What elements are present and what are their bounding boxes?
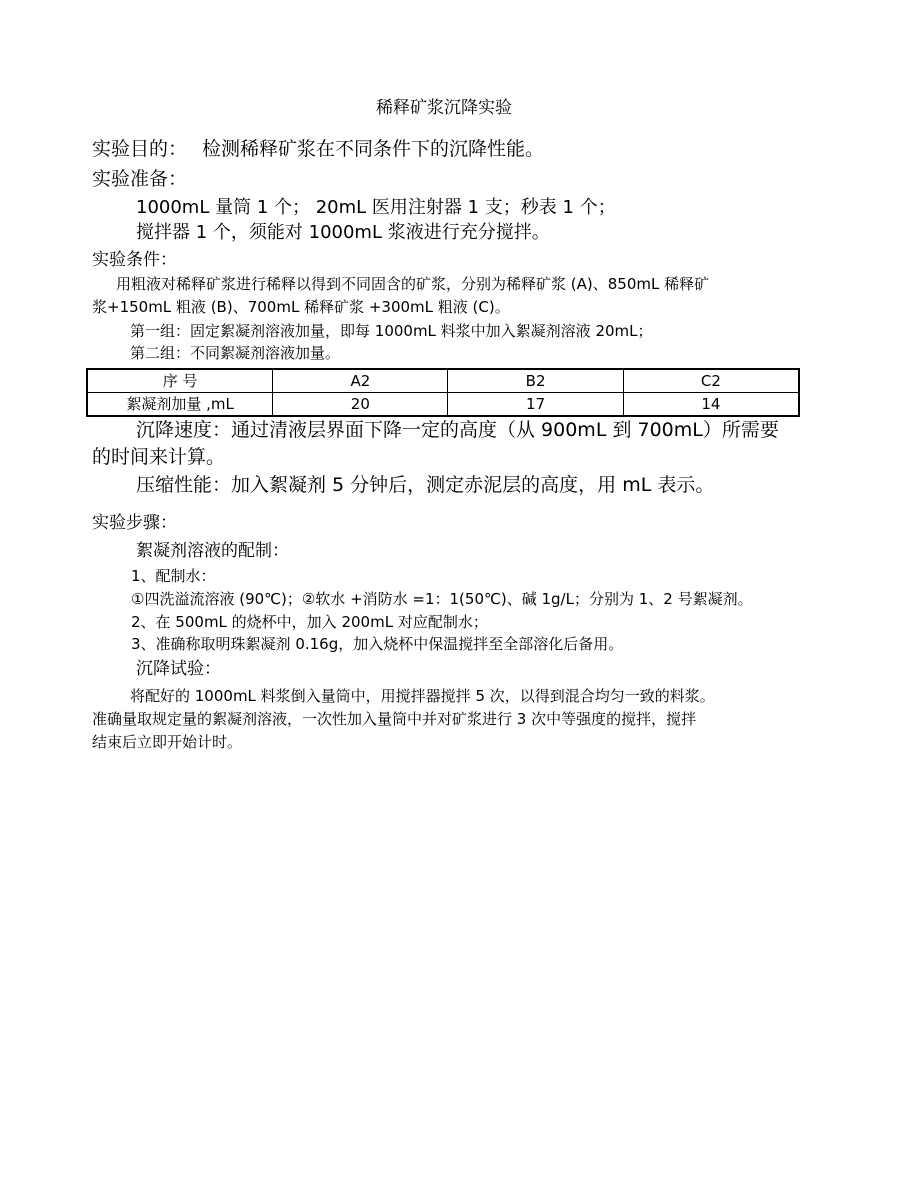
table-header-cell: A2 [273,369,448,393]
purpose-text: 检测稀释矿浆在不同条件下的沉降性能。 [202,138,545,160]
settling-test-para-1: 将配好的 1000mL 料浆倒入量筒中，用搅拌器搅拌 5 次，以得到混合均匀一致的料浆。 [130,687,715,705]
table-cell: 17 [448,393,623,417]
settling-test-para-3: 结束后立即开始计时。 [92,733,243,751]
step-3: 3、准确称取明珠絮凝剂 0.16g，加入烧杯中保温搅拌至全部溶化后备用。 [131,635,624,653]
settling-speed-line-1: 沉降速度：通过清液层界面下降一定的高度（从 900mL 到 700mL）所需要 [136,419,779,441]
preparation-line-2: 搅拌器 1 个，须能对 1000mL 浆液进行充分搅拌。 [136,222,550,243]
flocculant-table [86,368,800,417]
conditions-group-2: 第二组：不同絮凝剂溶液加量。 [130,344,341,362]
step-1: 1、配制水： [131,567,216,585]
settling-test-heading: 沉降试验： [136,659,221,679]
flocculant-prep-heading: 絮凝剂溶液的配制： [136,541,289,561]
step-2: 2、在 500mL 的烧杯中，加入 200mL 对应配制水； [131,613,488,631]
purpose-label: 实验目的： [92,138,188,160]
conditions-label: 实验条件： [92,250,177,270]
steps-label: 实验步骤： [92,513,177,533]
table-row [87,393,799,417]
conditions-line-2: 浆+150mL 粗液 (B)、700mL 稀释矿浆 +300mL 粗液 (C)。 [92,298,510,316]
preparation-label: 实验准备： [92,168,188,190]
preparation-line-1: 1000mL 量筒 1 个； 20mL 医用注射器 1 支；秒表 1 个； [136,197,616,218]
compression-line: 压缩性能：加入絮凝剂 5 分钟后，测定赤泥层的高度，用 mL 表示。 [136,474,715,496]
step-1-detail: ①四洗溢流溶液 (90℃)；②软水 +消防水 =1：1(50℃)、碱 1g/L；分别为 1、2 号絮凝剂。 [131,590,753,608]
conditions-line-1: 用粗液对稀释矿浆进行稀释以得到不同固含的矿浆，分别为稀释矿浆 (A)、850mL 稀释矿 [116,275,710,293]
table-header-cell: C2 [623,369,799,393]
table-header-row [87,369,799,393]
doc-title: 稀释矿浆沉降实验 [376,98,512,118]
settling-test-para-2: 准确量取规定量的絮凝剂溶液，一次性加入量筒中并对矿浆进行 3 次中等强度的搅拌，搅拌 [92,710,697,728]
table-cell: 14 [623,393,799,417]
table-header-cell: 序 号 [87,369,273,393]
conditions-group-1: 第一组：固定絮凝剂溶液加量，即每 1000mL 料浆中加入絮凝剂溶液 20mL； [130,322,653,340]
settling-speed-line-2: 的时间来计算。 [92,446,226,468]
table-cell: 絮凝剂加量 ,mL [87,393,273,417]
table-cell: 20 [273,393,448,417]
table-header-cell: B2 [448,369,623,393]
